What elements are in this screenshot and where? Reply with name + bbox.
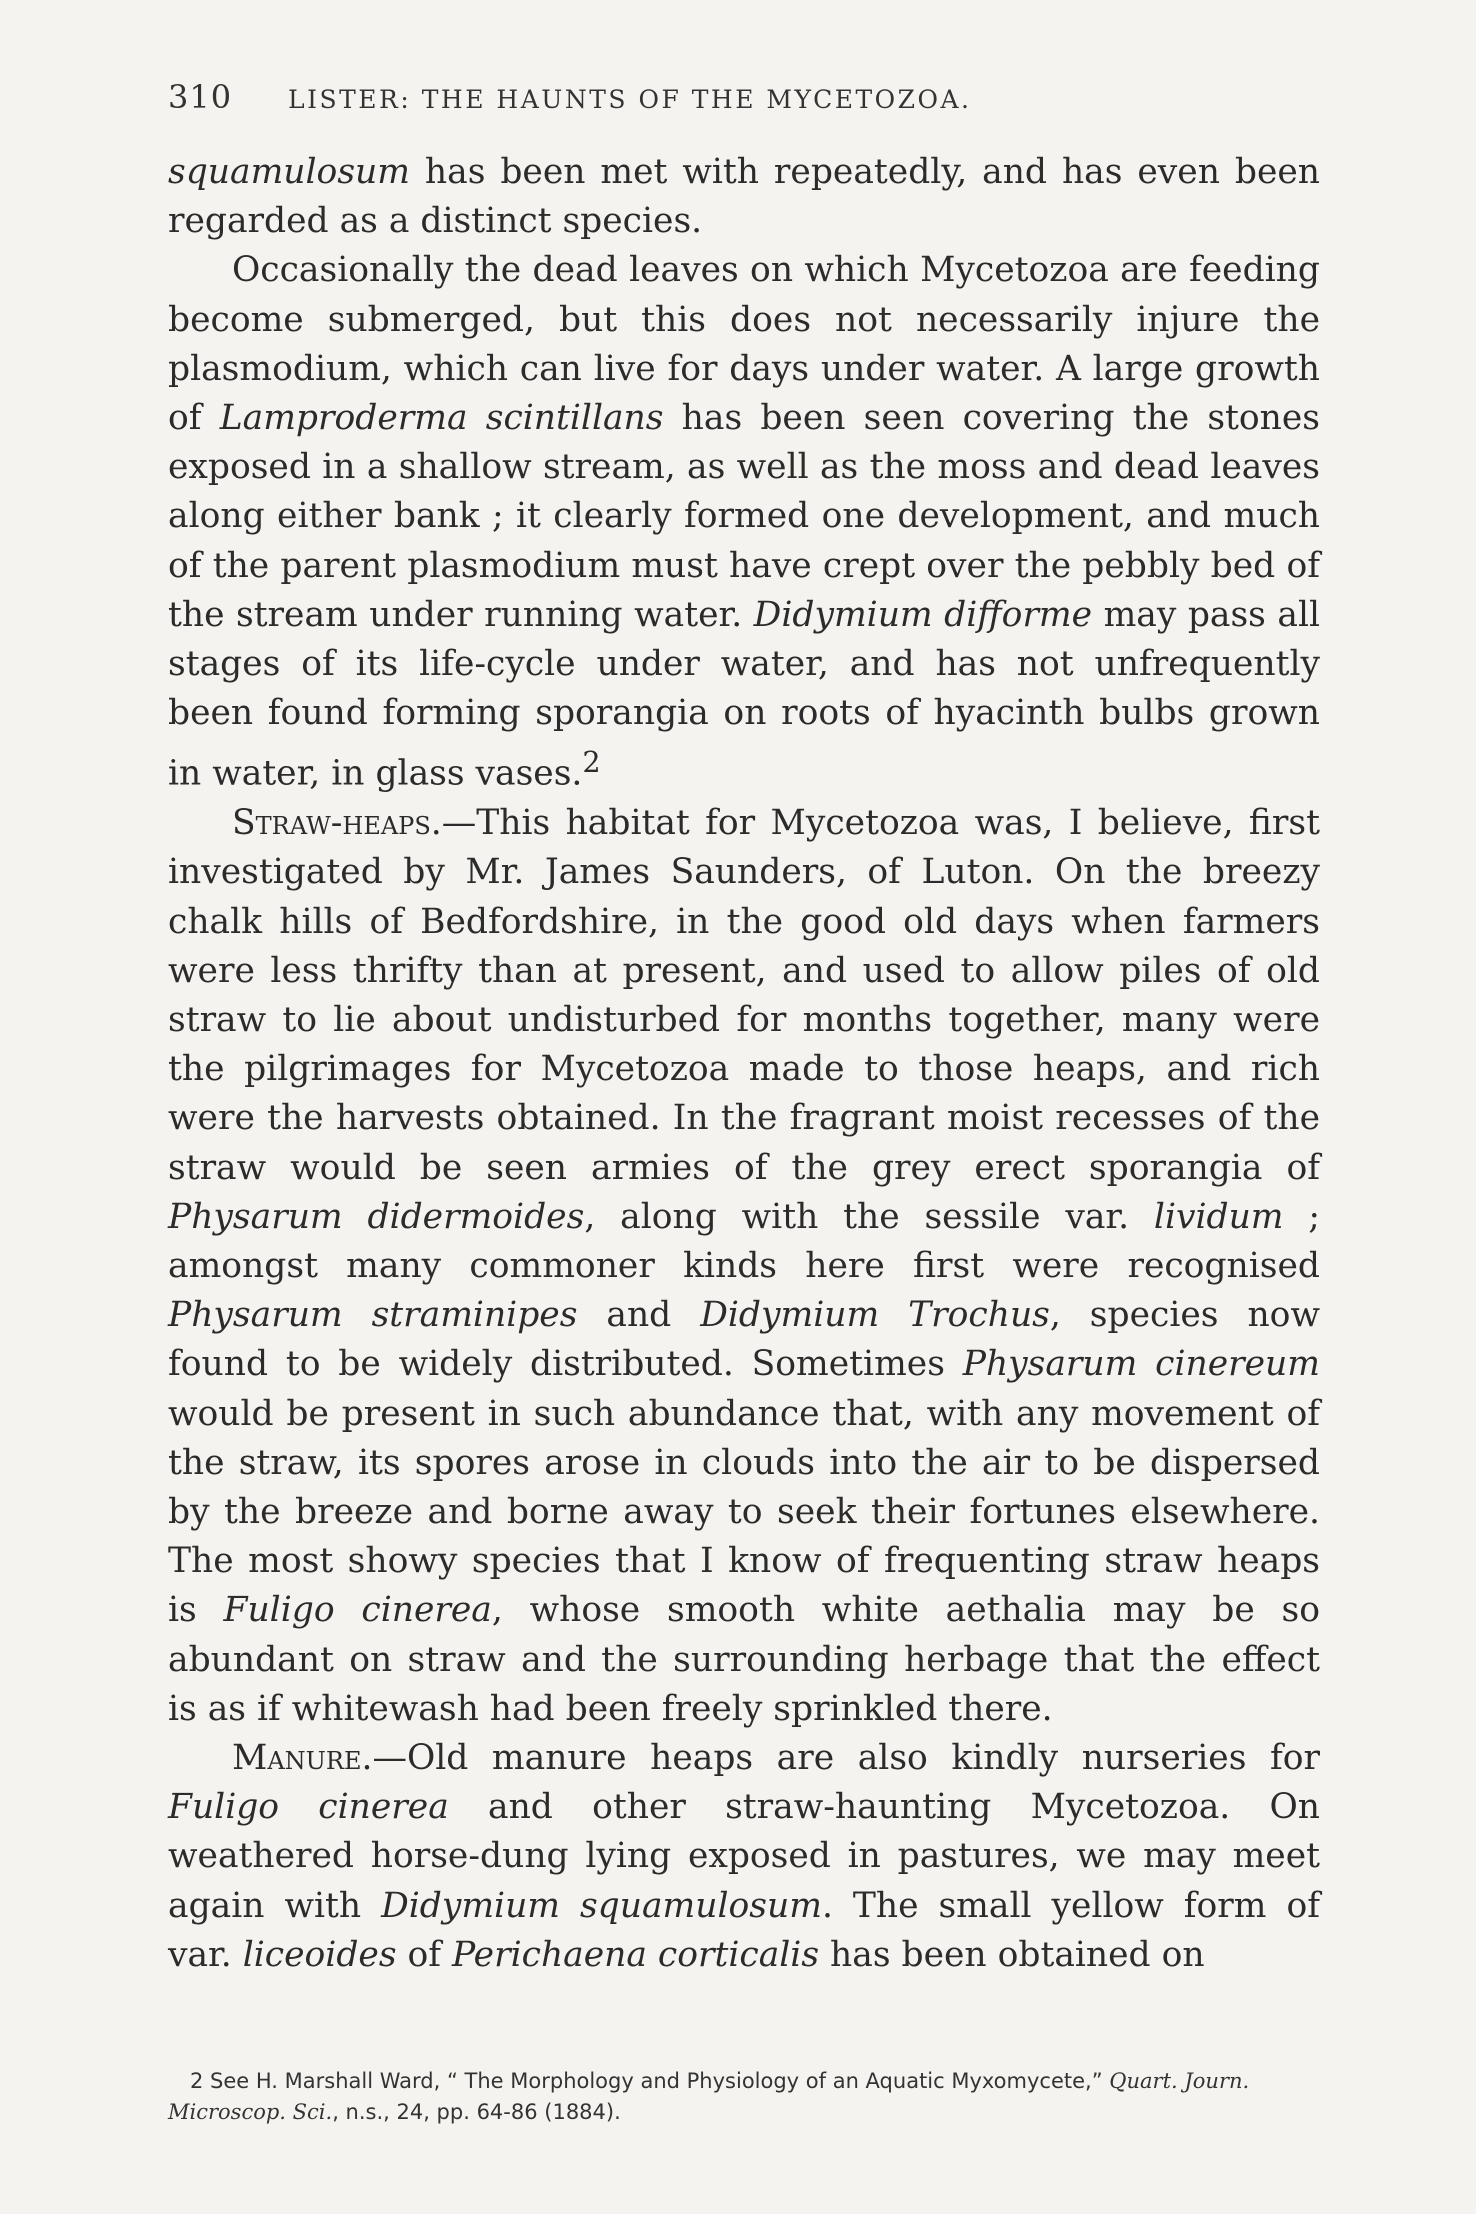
running-head [168,78,1320,128]
text-span: 2 See H. Marshall Ward, “ The Morphology and Physiology of an Aquatic Myxomycete,” [190,2069,1110,2093]
italic-span: Perichaena corticalis [452,1934,820,1975]
text-span: has been seen covering the stones exposed in a shallow stream, as well as the moss and dead leaves along either bank ; it clearly formed one development, and much of the parent plasmodium must have crept over the pebbly bed of the stream under running water. [168,398,1320,635]
italic-span: squamulosum [168,152,410,192]
text-span: , n.s., 24, pp. 64-86 (1884). [332,2100,621,2124]
text-span: has been obtained on [819,1934,1205,1975]
body-text [168,148,1320,1980]
italic-span: Quart. Journ. Microscop. Sci. [168,2069,1250,2124]
text-span: , whose smooth white aethalia may be so abundant on straw and the surrounding herbage that the effect is as if whitewash had been freely sprinkled there. [168,1590,1320,1729]
italic-span: Physarum didermoides [168,1196,585,1237]
italic-span: Didymium difforme [753,594,1093,635]
italic-span: liceoides [242,1934,397,1975]
italic-span: Fuligo cinerea [168,1787,449,1828]
text-span: of [396,1934,453,1975]
italic-span: Lamproderma scintillans [219,398,664,439]
italic-span: Physarum straminipes [168,1295,578,1336]
text-span: has been met with repeatedly, and has even been regarded as a distinct species. [168,152,1320,242]
page-number: 310 [168,78,233,116]
text-span: , species now found to be widely distributed. Sometimes [168,1295,1320,1385]
paragraph-straw-heaps [168,799,1320,1734]
italic-span: Didymium squamulosum [381,1885,822,1926]
italic-span: Fuligo cinerea [223,1590,492,1631]
italic-span: lividum [1153,1196,1284,1237]
text-span: ; amongst many commoner kinds here first were recognised [168,1196,1320,1286]
text-span: —This habitat for Mycetozoa was, I believe, first investigated by Mr. James Saunders, of Luton. On the breezy chalk hills of Bedfordshire, in the good old days when farmers were less thrifty than at present, and used to allow piles of old straw to lie about undisturbed for months together, many were the pilgrimages for Mycetozoa made to those heaps, and rich were the harvests obtained. In the fragrant moist recesses of the straw would be seen armies of the grey erect sporangia of [168,803,1320,1188]
text-span: , along with the sessile var. [584,1196,1154,1237]
text-span: . The small yellow form of var. [168,1885,1320,1975]
italic-span: Physarum cinereum [962,1344,1320,1385]
paragraph-submerged-leaves [168,246,1320,799]
section-heading: Manure. [232,1738,373,1778]
paragraph-squamulosum [168,148,1320,246]
paragraph-manure [168,1734,1320,1980]
text-span: and [577,1295,701,1336]
text-span: may pass all stages of its life-cycle under water, and has not unfrequently been found forming sporangia on roots of hyacinth bulbs grown in water, in glass vases. [168,594,1321,794]
text-span: would be present in such abundance that, with any movement of the straw, its spores arose in clouds into the air to be dispersed by the breeze and borne away to seek their fortunes elsewhere. The most showy species that I know of frequenting straw heaps is [168,1393,1320,1631]
italic-span: Didymium Trochus [700,1295,1050,1336]
section-heading: Straw-heaps. [232,803,442,844]
running-title: LISTER: THE HAUNTS OF THE MYCETOZOA. [288,85,972,114]
text-span: and other straw-haunting Mycetozoa. On weathered horse-dung lying exposed in pastures, we may meet again with [168,1787,1320,1926]
text-span: —Old manure heaps are also kindly nurseries for [372,1738,1320,1778]
footnote-2 [168,2066,1320,2128]
footnote-marker: 2 [582,745,601,780]
footnotes [168,2066,1320,2128]
text-span: Occasionally the dead leaves on which Mycetozoa are feeding become submerged, but this does not necessarily injure the plasmodium, which can live for days under water. A large growth of [168,250,1320,439]
page-content [168,78,1320,1980]
